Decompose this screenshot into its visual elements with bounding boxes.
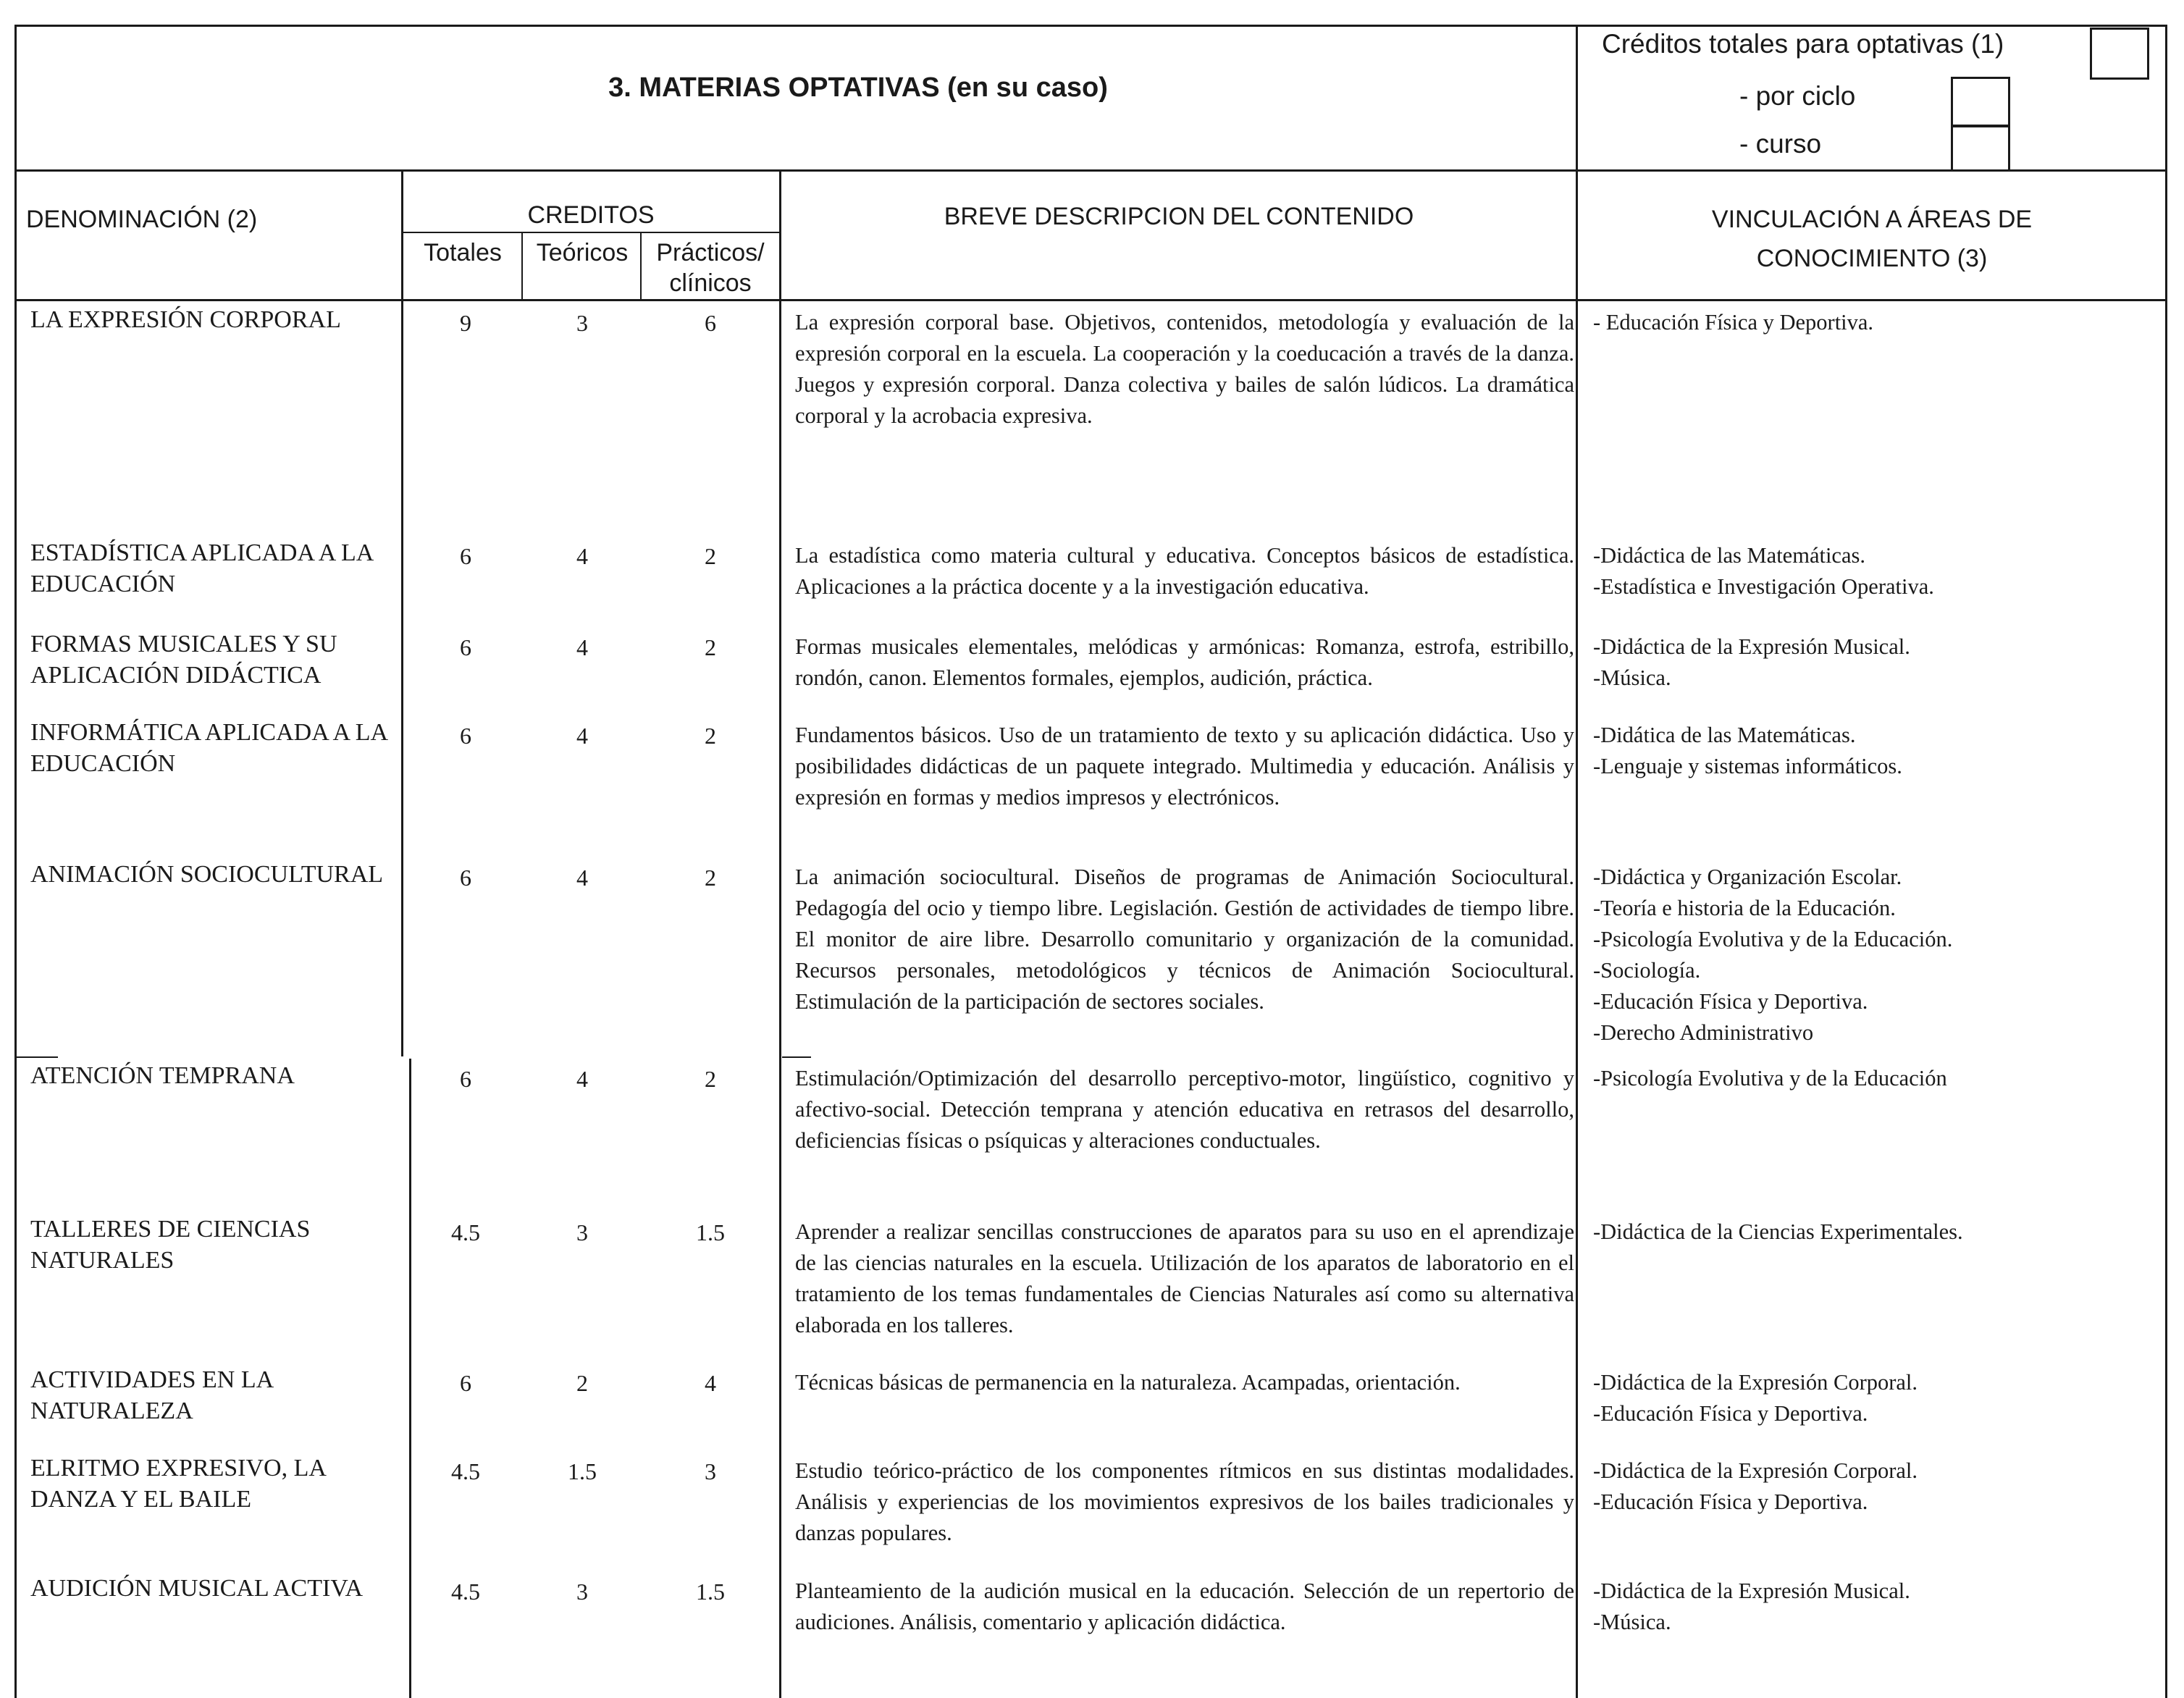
knowledge-areas xyxy=(1593,720,2165,782)
col-denominacion: DENOMINACIÓN (2) xyxy=(26,206,258,233)
knowledge-area-item: -Educación Física y Deportiva. xyxy=(1593,1401,1868,1426)
subject-name: INFORMÁTICA APLICADA A LA EDUCACIÓN xyxy=(30,719,387,777)
credits-practicos-cell: 2 xyxy=(705,543,716,569)
subject-name: ESTADÍSTICA APLICADA A LA EDUCACIÓN xyxy=(30,539,373,597)
content-description: Fundamentos básicos. Uso de un tratamiento de texto y su aplicación didáctica. Uso y posibilidades didácticas de un paquete integrado. Multimedia y educación. Análisis y expresión en formas y medios impresos y electrónicos. xyxy=(795,723,1574,810)
right-border xyxy=(2165,25,2167,1698)
credits-practicos-cell: 2 xyxy=(705,1066,716,1092)
page-title: 3. MATERIAS OPTATIVAS (en su caso) xyxy=(608,72,1108,103)
credits-teoricos-cell: 3 xyxy=(576,310,588,336)
knowledge-areas xyxy=(1593,307,2165,338)
subject-name: LA EXPRESIÓN CORPORAL xyxy=(30,306,341,333)
subject-name: AUDICIÓN MUSICAL ACTIVA xyxy=(30,1575,364,1602)
content-description: Técnicas básicas de permanencia en la naturaleza. Acampadas, orientación. xyxy=(795,1370,1461,1395)
content-description: Aprender a realizar sencillas construcciones de aparatos para su uso en el aprendizaje de las ciencias naturales en la escuela. Utilización de los aparatos de laboratorio en el tratamiento de los temas fundamentales de Ciencias Naturales así como su alternativa elaborada en los talleres. xyxy=(795,1219,1574,1337)
subject-name: ELRITMO EXPRESIVO, LA DANZA Y EL BAILE xyxy=(30,1455,326,1513)
row-separator xyxy=(14,1056,58,1058)
col-practicos: Prácticos/ xyxy=(656,239,765,266)
credits-totales-cell: 6 xyxy=(460,1066,471,1092)
content-description: La animación sociocultural. Diseños de programas de Animación Sociocultural. Pedagogía del ocio y tiempo libre. Legislación. Gestión de actividades de tiempo libre. El monitor de aire libre. Desarrollo comunitario y organización de la comunidad. Recursos personales, metodológicos y técnicos de Animación Sociocultural. Estimulación de la participación de sectores sociales. xyxy=(795,865,1574,1014)
col-descripcion: BREVE DESCRIPCION DEL CONTENIDO xyxy=(944,203,1414,230)
credits-teoricos-cell: 4 xyxy=(576,865,588,891)
knowledge-areas xyxy=(1593,1367,2165,1429)
knowledge-area-item: -Música. xyxy=(1593,665,1671,690)
creditos-totales-label: Créditos totales para optativas (1) xyxy=(1602,29,2004,59)
knowledge-area-item: -Didáctica de las Matemáticas. xyxy=(1593,543,1865,568)
col-vinculacion-1: VINCULACIÓN A ÁREAS DE xyxy=(1711,206,2033,233)
por-ciclo-label: - por ciclo xyxy=(1739,81,1856,111)
credits-practicos-cell: 2 xyxy=(705,723,716,749)
content-description: La estadística como materia cultural y educativa. Conceptos básicos de estadística. Aplicaciones a la práctica docente y a la investigación educativa. xyxy=(795,543,1574,599)
row-separator-b xyxy=(782,1056,811,1058)
subject-name: ACTIVIDADES EN LA NATURALEZA xyxy=(30,1366,273,1424)
knowledge-area-item: -Educación Física y Deportiva. xyxy=(1593,1489,1868,1514)
credits-totales-cell: 9 xyxy=(460,310,471,336)
subject-name: ANIMACIÓN SOCIOCULTURAL xyxy=(30,861,384,888)
credits-practicos-cell: 4 xyxy=(705,1370,716,1396)
knowledge-areas xyxy=(1593,1576,2165,1638)
credits-practicos-cell: 3 xyxy=(705,1458,716,1484)
knowledge-area-item: -Didáctica de la Expresión Musical. xyxy=(1593,1579,1910,1603)
content-description: Estimulación/Optimización del desarrollo perceptivo-motor, lingüístico, cognitivo y afectivo-social. Detección temprana y atención educativa en retrasos del desarrollo, deficiencias físicas o psíquicas y alteraciones conductuales. xyxy=(795,1066,1574,1153)
credits-teoricos-cell: 3 xyxy=(576,1579,588,1605)
curso-label: - curso xyxy=(1739,129,1822,159)
knowledge-areas xyxy=(1593,631,2165,694)
col-line-4 xyxy=(779,169,781,1698)
knowledge-areas xyxy=(1593,1455,2165,1518)
subject-name: FORMAS MUSICALES Y SU APLICACIÓN DIDÁCTICA xyxy=(30,631,337,689)
col-teoricos: Teóricos xyxy=(536,239,629,266)
knowledge-areas xyxy=(1593,540,2165,602)
creditos-totales-box xyxy=(2090,28,2149,80)
creditos-sub-divider xyxy=(401,232,779,233)
credits-totales-cell: 4.5 xyxy=(451,1579,480,1605)
knowledge-area-item: -Didáctica de la Expresión Musical. xyxy=(1593,634,1910,659)
subject-name: TALLERES DE CIENCIAS NATURALES xyxy=(30,1216,311,1274)
knowledge-area-item: -Teoría e historia de la Educación. xyxy=(1593,896,1896,920)
col-vinculacion-2: CONOCIMIENTO (3) xyxy=(1756,245,1988,272)
curso-box xyxy=(1951,125,2010,172)
por-ciclo-box xyxy=(1951,77,2010,127)
knowledge-area-item: -Psicología Evolutiva y de la Educación. xyxy=(1593,927,1953,951)
knowledge-area-item: -Sociología. xyxy=(1593,958,1701,983)
col-line-1 xyxy=(401,169,403,1056)
credits-teoricos-cell: 1.5 xyxy=(568,1458,597,1484)
knowledge-areas xyxy=(1593,862,2165,1048)
credits-practicos-cell: 1.5 xyxy=(696,1219,725,1245)
knowledge-area-item: -Didáctica de la Expresión Corporal. xyxy=(1593,1458,1918,1483)
credits-practicos-cell: 2 xyxy=(705,865,716,891)
col-creditos: CREDITOS xyxy=(527,201,655,229)
header-divider xyxy=(14,169,2165,172)
knowledge-area-item: -Educación Física y Deportiva. xyxy=(1593,989,1868,1014)
left-border xyxy=(14,25,17,1698)
knowledge-area-item: -Didática de las Matemáticas. xyxy=(1593,723,1856,747)
knowledge-area-item: -Lenguaje y sistemas informáticos. xyxy=(1593,754,1902,778)
col-clinicos: clínicos xyxy=(669,269,752,297)
credits-teoricos-cell: 4 xyxy=(576,543,588,569)
knowledge-areas xyxy=(1593,1216,2165,1248)
knowledge-area-item: -Psicología Evolutiva y de la Educación xyxy=(1593,1066,1947,1090)
content-description: La expresión corporal base. Objetivos, contenidos, metodología y evaluación de la expresión corporal en la escuela. La cooperación y la coeducación a través de la danza. Juegos y expresión corporal. Danza colectiva y bailes de salón lúdicos. La dramática corporal y la acrobacia expresiva. xyxy=(795,310,1574,428)
knowledge-area-item: -Derecho Administrativo xyxy=(1593,1020,1814,1045)
credits-totales-cell: 4.5 xyxy=(451,1458,480,1484)
knowledge-area-item: -Didáctica de la Expresión Corporal. xyxy=(1593,1370,1918,1395)
content-description: Formas musicales elementales, melódicas y armónicas: Romanza, estrofa, estribillo, rondón, canon. Elementos formales, ejemplos, audición, práctica. xyxy=(795,634,1574,690)
col-line-5 xyxy=(1576,25,1578,1698)
col-totales: Totales xyxy=(424,239,502,266)
top-border xyxy=(14,25,2165,27)
credits-teoricos-cell: 2 xyxy=(576,1370,588,1396)
credits-practicos-cell: 6 xyxy=(705,310,716,336)
knowledge-area-item: -Estadística e Investigación Operativa. xyxy=(1593,574,1934,599)
credits-teoricos-cell: 4 xyxy=(576,723,588,749)
column-header-divider xyxy=(14,299,2165,301)
knowledge-area-item: -Didáctica y Organización Escolar. xyxy=(1593,865,1902,889)
knowledge-area-item: -Música. xyxy=(1593,1610,1671,1634)
content-description: Planteamiento de la audición musical en la educación. Selección de un repertorio de audiciones. Análisis, comentario y aplicación didáctica. xyxy=(795,1579,1574,1634)
credits-totales-cell: 6 xyxy=(460,634,471,660)
credits-practicos-cell: 1.5 xyxy=(696,1579,725,1605)
knowledge-area-item: -Didáctica de la Ciencias Experimentales. xyxy=(1593,1219,1963,1244)
credits-teoricos-cell: 3 xyxy=(576,1219,588,1245)
content-description: Estudio teórico-práctico de los componentes rítmicos en sus distintas modalidades. Análisis y experiencias de los movimientos expresivos de los bailes tradicionales y danzas populares. xyxy=(795,1458,1574,1545)
credits-practicos-cell: 2 xyxy=(705,634,716,660)
knowledge-areas xyxy=(1593,1063,2165,1094)
credits-totales-cell: 6 xyxy=(460,1370,471,1396)
credits-teoricos-cell: 4 xyxy=(576,1066,588,1092)
credits-totales-cell: 4.5 xyxy=(451,1219,480,1245)
knowledge-area-item: - Educación Física y Deportiva. xyxy=(1593,310,1874,335)
credits-totales-cell: 6 xyxy=(460,543,471,569)
credits-totales-cell: 6 xyxy=(460,865,471,891)
credits-teoricos-cell: 4 xyxy=(576,634,588,660)
credits-totales-cell: 6 xyxy=(460,723,471,749)
subject-name: ATENCIÓN TEMPRANA xyxy=(30,1062,295,1089)
